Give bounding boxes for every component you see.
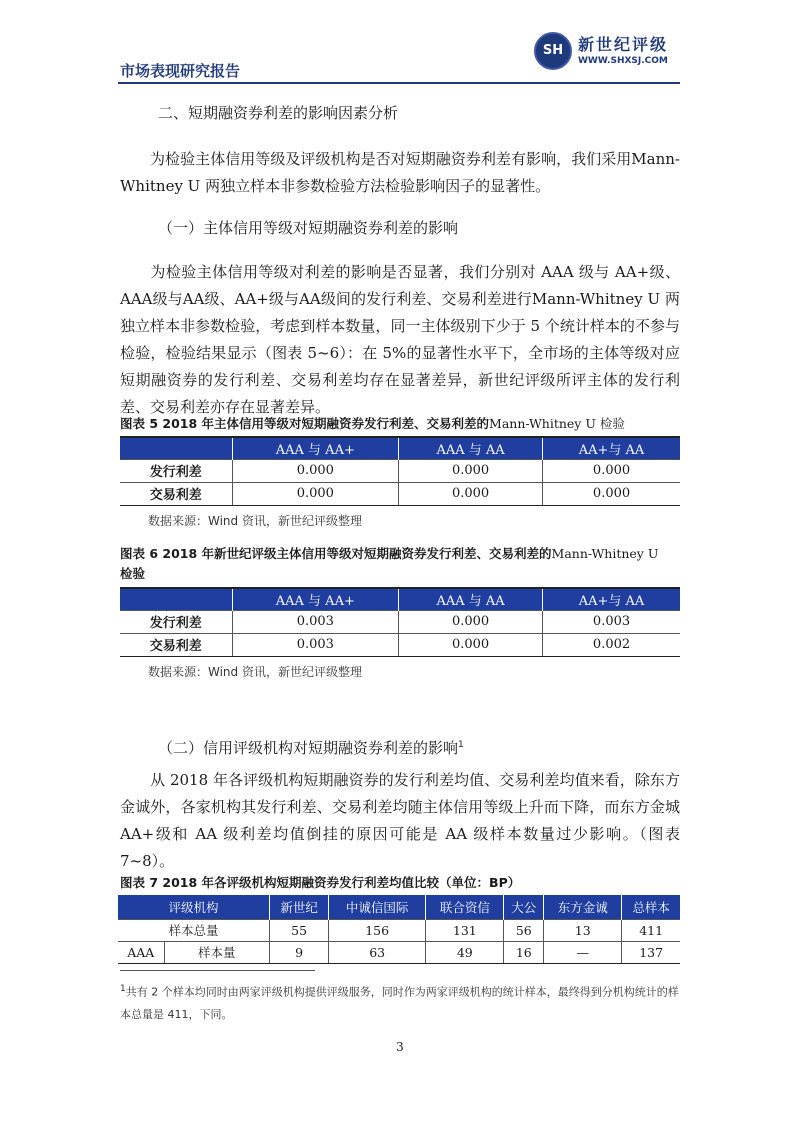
subsection2-paragraph <box>120 767 680 875</box>
table-cell: 55 <box>270 919 329 941</box>
table6-source: 数据来源：Wind 资讯，新世纪评级整理 <box>148 665 362 679</box>
table7-col-5: 东方金诚 <box>544 895 622 919</box>
page-number: 3 <box>396 1040 404 1054</box>
table7-caption: 图表 7 2018 年各评级机构短期融资券发行利差均值比较（单位：BP） <box>120 875 521 890</box>
table-cell: 9 <box>270 941 329 963</box>
footnote-text: 共有 2 个样本均同时由两家评级机构提供评级服务，同时作为两家评级机构的统计样本，最终得到分机构统计的样本总量是 411，下同。 <box>120 985 679 1021</box>
row-label: 样本总量 <box>118 919 270 941</box>
table7-header-row <box>118 895 680 919</box>
footnote-divider <box>120 970 315 971</box>
table-cell: 156 <box>329 919 426 941</box>
table7-col-0: 评级机构 <box>118 895 270 919</box>
table6-col-0 <box>120 588 232 610</box>
row-label: 交易利差 <box>120 482 232 505</box>
table5 <box>120 436 680 506</box>
table-cell: 0.000 <box>399 459 543 482</box>
table7-col-4: 大公 <box>504 895 544 919</box>
table7-col-1: 新世纪 <box>270 895 329 919</box>
footnote-ref: 1 <box>458 740 464 750</box>
logo <box>534 28 684 80</box>
table5-source: 数据来源：Wind 资讯，新世纪评级整理 <box>148 514 362 528</box>
table-cell: 16 <box>504 941 544 963</box>
section-heading: 二、短期融资券利差的影响因素分析 <box>158 104 399 122</box>
table6-header-row <box>120 588 680 610</box>
table-cell: 63 <box>329 941 426 963</box>
table-row <box>120 610 680 633</box>
table6-caption <box>120 544 680 584</box>
table6-col-2: AAA 与 AA <box>399 588 543 610</box>
table5-col-1: AAA 与 AA+ <box>232 437 399 459</box>
table-row <box>120 633 680 656</box>
row-label: 交易利差 <box>120 633 232 656</box>
table7-col-2: 中诚信国际 <box>329 895 426 919</box>
subsection2-heading <box>158 737 464 758</box>
header-divider <box>118 82 680 84</box>
table5-caption-suffix: Mann-Whitney U 检验 <box>489 416 625 431</box>
table5-col-3: AA+与 AA <box>543 437 680 459</box>
table-cell: 0.000 <box>399 610 543 633</box>
table-cell: 0.000 <box>543 482 680 505</box>
table-row <box>120 482 680 505</box>
logo-url: WWW.SHXSJ.COM <box>578 56 668 66</box>
table-cell: 0.003 <box>232 633 399 656</box>
table-cell: 0.000 <box>399 482 543 505</box>
table-cell: 56 <box>504 919 544 941</box>
table-cell: 0.000 <box>232 482 399 505</box>
table-cell: 0.000 <box>232 459 399 482</box>
table-cell: 0.000 <box>543 459 680 482</box>
table-cell: 0.000 <box>399 633 543 656</box>
table5-col-0 <box>120 437 232 459</box>
footnote <box>120 978 680 1026</box>
table5-caption <box>120 414 680 434</box>
table-cell: 49 <box>426 941 504 963</box>
table6-caption-line2: 检验 <box>120 566 146 581</box>
section-intro-text: 为检验主体信用等级及评级机构是否对短期融资券利差有影响，我们采用Mann-Whitney U 两独立样本非参数检验方法检验影响因子的显著性。 <box>120 150 680 195</box>
table7-col-3: 联合资信 <box>426 895 504 919</box>
table6 <box>120 587 680 657</box>
subsection2-text: 从 2018 年各评级机构短期融资券的发行利差均值、交易利差均值来看，除东方金诚外，各家机构其发行利差、交易利差均随主体信用等级上升而下降，而东方金城 AA+级和 AA 级利差均值倒挂的原因可能是 AA 级样本数量过少影响。（图表 7~8）。 <box>120 771 680 870</box>
table-cell: 0.003 <box>232 610 399 633</box>
table6-col-3: AA+与 AA <box>543 588 680 610</box>
table-row <box>118 919 680 941</box>
logo-mark: SH <box>534 32 572 70</box>
table5-caption-prefix: 图表 5 2018 年主体信用等级对短期融资券发行利差、交易利差的 <box>120 416 490 431</box>
section-intro-paragraph <box>120 146 680 200</box>
row-group-label: AAA <box>118 941 164 963</box>
table6-caption-suffix: Mann-Whitney U <box>551 546 659 561</box>
table6-caption-prefix: 图表 6 2018 年新世纪评级主体信用等级对短期融资券发行利差、交易利差的 <box>120 546 552 561</box>
table-cell: 131 <box>426 919 504 941</box>
table-cell: — <box>544 941 622 963</box>
table-cell: 0.002 <box>543 633 680 656</box>
table-row <box>120 459 680 482</box>
report-title: 市场表现研究报告 <box>120 62 241 80</box>
table7-col-6: 总样本 <box>622 895 680 919</box>
table7 <box>118 895 680 964</box>
table-cell: 411 <box>622 919 680 941</box>
table5-header-row <box>120 437 680 459</box>
footnote-mark: 1 <box>120 984 126 994</box>
table-cell: 137 <box>622 941 680 963</box>
table-cell: 0.003 <box>543 610 680 633</box>
row-label: 样本量 <box>164 941 270 963</box>
row-label: 发行利差 <box>120 610 232 633</box>
row-label: 发行利差 <box>120 459 232 482</box>
subsection1-heading: （一）主体信用等级对短期融资券利差的影响 <box>158 219 459 237</box>
table6-col-1: AAA 与 AA+ <box>232 588 399 610</box>
logo-text: 新世纪评级 <box>578 35 669 54</box>
subsection1-paragraph <box>120 259 680 421</box>
table-row <box>118 941 680 963</box>
table5-col-2: AAA 与 AA <box>399 437 543 459</box>
table-cell: 13 <box>544 919 622 941</box>
subsection2-heading-text: （二）信用评级机构对短期融资券利差的影响 <box>158 739 459 757</box>
subsection1-text: 为检验主体信用等级对利差的影响是否显著，我们分别对 AAA 级与 AA+级、AAA级与AA级、AA+级与AA级间的发行利差、交易利差进行Mann-Whitney U 两独立样本非参数检验，考虑到样本数量，同一主体级别下少于 5 个统计样本的不参与检验，检验结果显示（图表 5~6）：在 5%的显著性水平下，全市场的主体等级对应短期融资券的发行利差、交易利差均存在显著差异，新世纪评级所评主体的发行利差、交易利差亦存在显著差异。 <box>120 263 680 416</box>
